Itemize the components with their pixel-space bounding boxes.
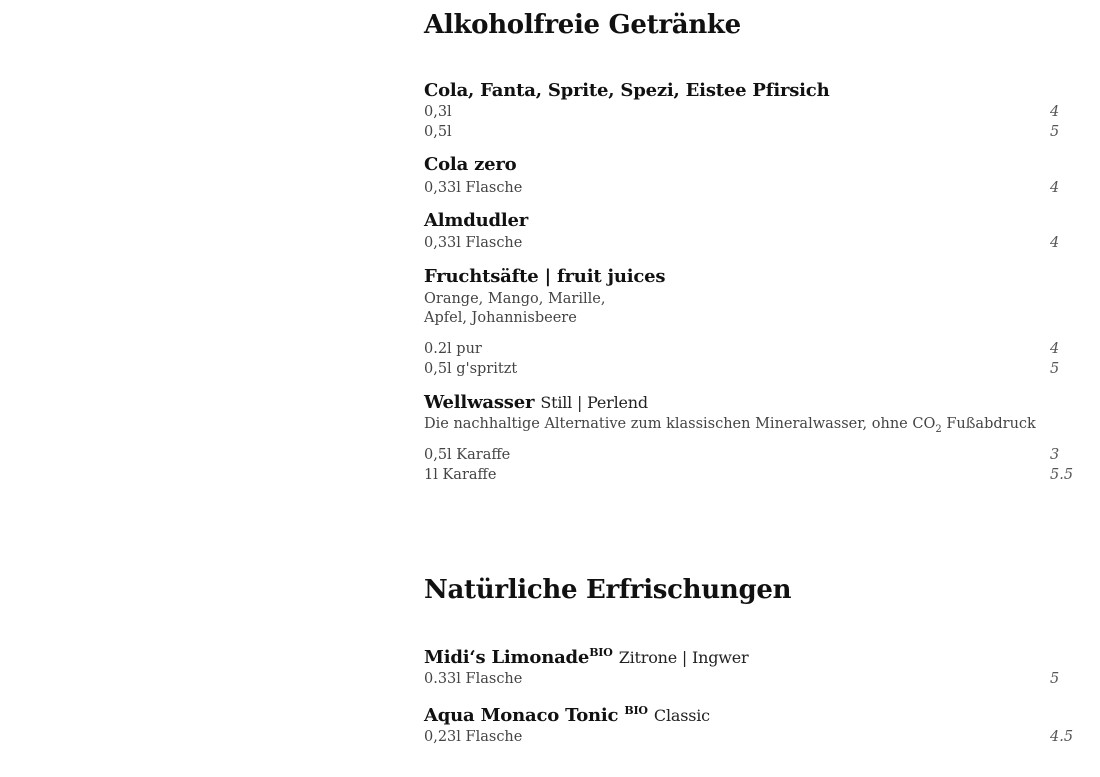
price-value: 5 [1050, 361, 1060, 377]
bio-badge: BIO [624, 704, 648, 717]
price-row [424, 359, 1080, 379]
size-label: 0,3l [424, 104, 452, 120]
size-label: 0,33l Flasche [424, 235, 523, 251]
price-value: 5 [1050, 124, 1060, 140]
section-title-natuerliche-erfrischungen: Natürliche Erfrischungen [424, 575, 792, 605]
item-name-text: Midi‘s Limonade [424, 647, 590, 668]
price-value: 4 [1050, 341, 1060, 357]
item-name-softdrinks: Cola, Fanta, Sprite, Spezi, Eistee Pfirsich [424, 80, 830, 101]
section-title-alkoholfreie-getraenke: Alkoholfreie Getränke [424, 10, 741, 40]
size-label: 0,33l Flasche [424, 180, 523, 196]
item-variants: Still | Perlend [540, 393, 648, 412]
size-label: 0,5l Karaffe [424, 447, 511, 463]
description-text-end: Fußabdruck [941, 416, 1036, 432]
price-row [424, 102, 1080, 122]
item-description-line: Orange, Mango, Marille, [424, 291, 606, 307]
price-value: 4 [1050, 104, 1060, 120]
price-row [424, 445, 1080, 465]
price-value: 3 [1050, 447, 1060, 463]
item-variants: Zitrone | Ingwer [618, 648, 749, 667]
price-value: 4 [1050, 235, 1060, 251]
price-row [424, 339, 1080, 359]
size-label: 0.2l pur [424, 341, 482, 357]
item-name-text: Wellwasser [424, 392, 535, 413]
co2-subscript: 2 [935, 423, 942, 435]
item-name-cola-zero: Cola zero [424, 154, 517, 175]
bio-badge: BIO [589, 646, 613, 659]
item-name-wellwasser [424, 394, 648, 412]
price-value: 4 [1050, 180, 1060, 196]
item-variants: Classic [653, 706, 710, 725]
item-name-fruchtsaefte: Fruchtsäfte | fruit juices [424, 266, 666, 287]
price-row [424, 178, 1080, 198]
price-value: 5 [1050, 671, 1060, 687]
item-name-midis-limonade [424, 647, 748, 667]
size-label: 0,5l g'spritzt [424, 361, 518, 377]
item-name-almdudler: Almdudler [424, 210, 529, 231]
item-description [424, 415, 1036, 439]
size-label: 0.33l Flasche [424, 671, 523, 687]
price-row [424, 233, 1080, 253]
item-name-aqua-monaco-tonic [424, 705, 710, 725]
price-row [424, 465, 1080, 485]
price-row [424, 727, 1080, 747]
description-text: Die nachhaltige Alternative zum klassischen Mineralwasser, ohne CO [424, 416, 936, 432]
price-value: 5.5 [1050, 467, 1074, 483]
size-label: 1l Karaffe [424, 467, 497, 483]
size-label: 0,5l [424, 124, 452, 140]
size-label: 0,23l Flasche [424, 729, 523, 745]
item-description-line: Apfel, Johannisbeere [424, 310, 577, 326]
price-row [424, 122, 1080, 142]
price-row [424, 669, 1080, 689]
price-value: 4.5 [1050, 729, 1074, 745]
item-name-text: Aqua Monaco Tonic [424, 705, 619, 726]
